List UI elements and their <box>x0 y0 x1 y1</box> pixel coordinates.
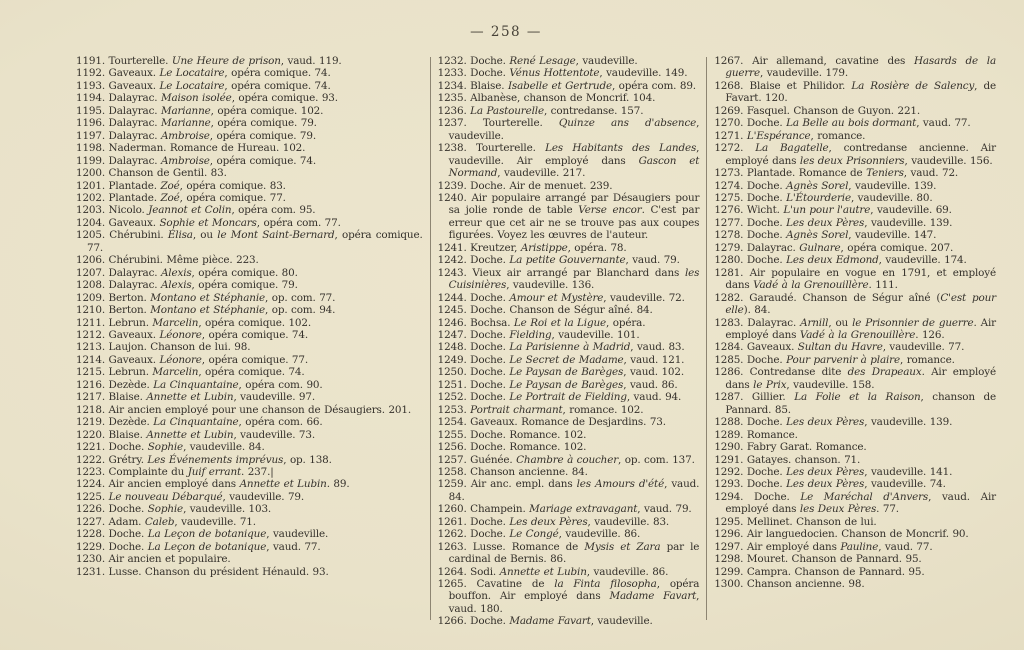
index-entry: 1295. Mellinet. Chanson de lui. <box>714 515 877 528</box>
index-entry: 1293. Doche. Les deux Pères, vaudeville. 74. <box>714 478 946 491</box>
index-entry: 1297. Air employé dans Pauline, vaud. 77. <box>714 540 933 553</box>
index-entry: 1215. Lebrun. Marcelin, opéra comique. 74. <box>76 366 305 379</box>
index-entry: 1257. Guénée. Chambre à coucher, op. com. 137. <box>437 453 695 466</box>
index-entry: 1260. Champein. Mariage extravagant, vaud. 79. <box>437 503 692 516</box>
index-entry: 1198. Naderman. Romance de Hureau. 102. <box>76 142 306 155</box>
index-entry: 1273. Plantade. Romance de Teniers, vaud. 72. <box>714 167 959 180</box>
index-entry: 1229. Doche. La Leçon de botanique, vaud. 77. <box>76 540 321 553</box>
index-entry: 1272. La Bagatelle, contredanse ancienne. Air employé dans les deux Prisonniers, vaudeville. 156. <box>714 142 996 167</box>
index-entry: 1222. Grétry. Les Événements imprévus, op. 138. <box>76 453 332 466</box>
index-entry: 1298. Mouret. Chanson de Pannard. 95. <box>714 553 922 566</box>
index-entry: 1249. Doche. Le Secret de Madame, vaud. 121. <box>437 353 685 366</box>
index-entry: 1209. Berton. Montano et Stéphanie, op. com. 77. <box>76 291 336 304</box>
index-entry: 1282. Garaudé. Chanson de Ségur aîné (C'est pour elle). 84. <box>714 291 996 317</box>
index-entry: 1289. Romance. <box>714 428 798 441</box>
index-entry: 1266. Doche. Madame Favart, vaudeville. <box>437 615 653 628</box>
index-entry: 1196. Dalayrac. Marianne, opéra comique. 79. <box>76 117 317 130</box>
index-entry: 1263. Lusse. Romance de Mysis et Zara par le cardinal de Bernis. 86. <box>437 540 700 566</box>
index-entry: 1277. Doche. Les deux Pères, vaudeville. 139. <box>714 216 953 229</box>
index-entry: 1203. Nicolo. Jeannot et Colin, opéra com. 95. <box>76 204 316 217</box>
index-entry: 1205. Chérubini. Élisa, ou le Mont Saint-Bernard, opéra comique. 77. <box>76 229 423 254</box>
index-entry: 1294. Doche. Le Maréchal d'Anvers, vaud. Air employé dans les Deux Pères. 77. <box>714 490 996 516</box>
index-entry: 1225. Le nouveau Débarqué, vaudeville. 79. <box>76 490 305 503</box>
index-entry: 1269. Fasquel. Chanson de Guyon. 221. <box>714 104 921 117</box>
index-entry: 1292. Doche. Les deux Pères, vaudeville. 141. <box>714 465 953 478</box>
index-entry: 1255. Doche. Romance. 102. <box>437 428 587 441</box>
index-entry: 1213. Laujon. Chanson de lui. 98. <box>76 341 251 354</box>
index-entry: 1204. Gaveaux. Sophie et Moncars, opéra com. 77. <box>76 216 341 229</box>
index-entry: 1192. Gaveaux. Le Locataire, opéra comique. 74. <box>76 67 331 80</box>
index-entry: 1197. Dalayrac. Ambroise, opéra comique. 79. <box>76 129 316 142</box>
index-entry: 1208. Dalayrac. Alexis, opéra comique. 79. <box>76 279 298 292</box>
index-entry: 1275. Doche. L'Étourderie, vaudeville. 80. <box>714 191 933 204</box>
index-entry: 1228. Doche. La Leçon de botanique, vaudeville. <box>76 528 329 541</box>
index-entry: 1221. Doche. Sophie, vaudeville. 84. <box>76 441 265 454</box>
index-entry: 1230. Air ancien et populaire. <box>76 553 231 566</box>
index-entry: 1224. Air ancien employé dans Annette et Lubin. 89. <box>76 478 350 491</box>
index-entry: 1238. Tourterelle. Les Habitants des Landes, vaudeville. Air employé dans Gascon et Normand, vaudeville. 217. <box>437 142 700 180</box>
index-entry: 1246. Bochsa. Le Roi et la Ligue, opéra. <box>437 316 646 329</box>
index-entry: 1223. Complainte du Juif errant. 237.| <box>76 465 274 478</box>
index-entry: 1220. Blaise. Annette et Lubin, vaudeville. 73. <box>76 428 316 441</box>
index-entry: 1265. Cavatine de la Finta filosopha, opéra bouffon. Air employé dans Madame Favart, vaud. 180. <box>437 578 700 615</box>
index-entry: 1211. Lebrun. Marcelin, opéra comique. 102. <box>76 316 312 329</box>
index-entry: 1290. Fabry Garat. Romance. <box>714 441 867 454</box>
index-entry: 1276. Wicht. L'un pour l'autre, vaudeville. 69. <box>714 204 952 217</box>
index-entry: 1264. Sodi. Annette et Lubin, vaudeville. 86. <box>437 565 669 578</box>
column-divider <box>430 57 431 620</box>
index-entry: 1239. Doche. Air de menuet. 239. <box>437 179 613 192</box>
index-entry: 1286. Contredanse dite des Drapeaux. Air employé dans le Prix, vaudeville. 158. <box>714 366 996 391</box>
index-entry: 1254. Gaveaux. Romance de Desjardins. 73. <box>437 416 666 429</box>
index-entry: 1287. Gillier. La Folie et la Raison, chanson de Pannard. 85. <box>714 391 997 416</box>
index-entry: 1235. Albanèse, chanson de Moncrif. 104. <box>437 92 656 105</box>
index-entry: 1206. Chérubini. Même pièce. 223. <box>76 254 259 267</box>
index-column-left <box>76 55 423 628</box>
index-entry: 1191. Tourterelle. Une Heure de prison, vaud. 119. <box>76 55 342 67</box>
index-entry: 1299. Campra. Chanson de Pannard. 95. <box>714 565 925 578</box>
index-entry: 1226. Doche. Sophie, vaudeville. 103. <box>76 503 272 516</box>
index-entry: 1219. Dezède. La Cinquantaine, opéra com. 66. <box>76 416 323 429</box>
index-entry: 1193. Gaveaux. Le Locataire, opéra comique. 74. <box>76 79 331 92</box>
index-entry: 1284. Gaveaux. Sultan du Havre, vaudeville. 77. <box>714 341 965 354</box>
index-column-middle <box>438 55 700 628</box>
index-entry: 1248. Doche. La Parisienne à Madrid, vaud. 83. <box>437 341 685 354</box>
index-entry: 1291. Gatayes. chanson. 71. <box>714 453 861 466</box>
index-entry: 1261. Doche. Les deux Pères, vaudeville. 83. <box>437 515 670 528</box>
index-entry: 1288. Doche. Les deux Pères, vaudeville. 139. <box>714 416 953 429</box>
index-entry: 1285. Doche. Pour parvenir à plaire, romance. <box>714 353 955 366</box>
index-entry: 1231. Lusse. Chanson du président Hénauld. 93. <box>76 565 329 578</box>
index-entry: 1245. Doche. Chanson de Ségur aîné. 84. <box>437 304 653 317</box>
index-entry: 1270. Doche. La Belle au bois dormant, vaud. 77. <box>714 117 971 130</box>
index-entry: 1253. Portrait charmant, romance. 102. <box>437 403 644 416</box>
index-entry: 1247. Doche. Fielding, vaudeville. 101. <box>437 328 640 341</box>
index-entry: 1232. Doche. René Lesage, vaudeville. <box>437 55 638 67</box>
index-entry: 1280. Doche. Les deux Edmond, vaudeville. 174. <box>714 254 967 267</box>
index-entry: 1237. Tourterelle. Quinze ans d'absence, vaudeville. <box>437 117 700 142</box>
index-entry: 1207. Dalayrac. Alexis, opéra comique. 80. <box>76 266 298 279</box>
column-divider <box>706 57 707 620</box>
index-entry: 1227. Adam. Caleb, vaudeville. 71. <box>76 515 256 528</box>
index-column-right <box>714 55 996 628</box>
index-entry: 1240. Air populaire arrangé par Désaugiers pour sa jolie ronde de table Verse encor. C'est par erreur que cet air ne se trouve pas aux coupes figurées. Voyez les œuvres de l'auteur. <box>437 191 700 242</box>
index-entry: 1256. Doche. Romance. 102. <box>437 441 587 454</box>
index-entry: 1241. Kreutzer, Aristippe, opéra. 78. <box>437 241 627 254</box>
index-entry: 1281. Air populaire en vogue en 1791, et employé dans Vadé à la Grenouillère. 111. <box>714 266 996 292</box>
index-entry: 1218. Air ancien employé pour une chanson de Désaugiers. 201. <box>76 403 411 416</box>
index-entry: 1212. Gaveaux. Léonore, opéra comique. 74. <box>76 328 308 341</box>
index-entry: 1283. Dalayrac. Arnill, ou le Prisonnier de guerre. Air employé dans Vadé à la Grenouillère. 126. <box>714 316 996 341</box>
index-entry: 1214. Gaveaux. Léonore, opéra comique. 77. <box>76 353 308 366</box>
page-number: — 258 — <box>470 24 542 40</box>
index-entry: 1242. Doche. La petite Gouvernante, vaud. 79. <box>437 254 680 267</box>
index-entry: 1200. Chanson de Gentil. 83. <box>76 167 227 180</box>
index-entry: 1194. Dalayrac. Maison isolée, opéra comique. 93. <box>76 92 338 105</box>
index-entry: 1201. Plantade. Zoé, opéra comique. 83. <box>76 179 286 192</box>
index-entry: 1233. Doche. Vénus Hottentote, vaudeville. 149. <box>437 67 688 80</box>
index-entry: 1251. Doche. Le Paysan de Barèges, vaud. 86. <box>437 378 678 391</box>
index-entry: 1243. Vieux air arrangé par Blanchard dans les Cuisinières, vaudeville. 136. <box>437 266 700 292</box>
index-entry: 1199. Dalayrac. Ambroise, opéra comique. 74. <box>76 154 316 167</box>
index-entry: 1244. Doche. Amour et Mystère, vaudeville. 72. <box>437 291 685 304</box>
index-entry: 1216. Dezède. La Cinquantaine, opéra com. 90. <box>76 378 323 391</box>
index-entry: 1258. Chanson ancienne. 84. <box>437 465 588 478</box>
index-entry: 1274. Doche. Agnès Sorel, vaudeville. 139. <box>714 179 937 192</box>
index-entry: 1250. Doche. Le Paysan de Barèges, vaud. 102. <box>437 366 684 379</box>
index-entry: 1300. Chanson ancienne. 98. <box>714 578 865 591</box>
index-entry: 1236. La Pastourelle, contredanse. 157. <box>437 104 644 117</box>
index-entry: 1279. Dalayrac. Gulnare, opéra comique. 207. <box>714 241 954 254</box>
index-entry: 1234. Blaise. Isabelle et Gertrude, opéra com. 89. <box>437 79 696 92</box>
index-entry: 1217. Blaise. Annette et Lubin, vaudeville. 97. <box>76 391 316 404</box>
index-entry: 1262. Doche. Le Congé, vaudeville. 86. <box>437 528 641 541</box>
index-entry: 1202. Plantade. Zoé, opéra comique. 77. <box>76 191 286 204</box>
index-entry: 1210. Berton. Montano et Stéphanie, op. com. 94. <box>76 304 336 317</box>
index-columns <box>76 55 996 628</box>
index-entry: 1296. Air languedocien. Chanson de Moncrif. 90. <box>714 528 969 541</box>
index-entry: 1252. Doche. Le Portrait de Fielding, vaud. 94. <box>437 391 682 404</box>
index-entry: 1195. Dalayrac. Marianne, opéra comique. 102. <box>76 104 324 117</box>
index-entry: 1278. Doche. Agnès Sorel, vaudeville. 147. <box>714 229 937 242</box>
index-entry: 1259. Air anc. empl. dans les Amours d'été, vaud. 84. <box>437 478 700 503</box>
index-entry: 1271. L'Espérance, romance. <box>714 129 866 142</box>
index-entry: 1268. Blaise et Philidor. La Rosière de Salency, de Favart. 120. <box>714 79 996 105</box>
index-entry: 1267. Air allemand, cavatine des Hasards de la guerre, vaudeville. 179. <box>714 55 996 80</box>
